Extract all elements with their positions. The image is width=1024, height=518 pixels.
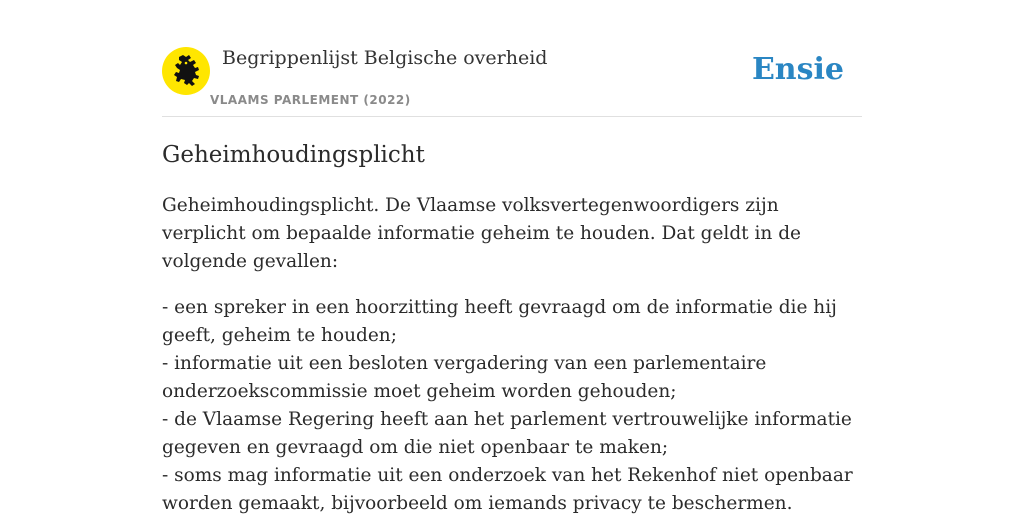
header — [162, 46, 862, 117]
list-item: - soms mag informatie uit een onderzoek van het Rekenhof niet openbaar worden gemaakt, bijvoorbeeld om iemands privacy te beschermen. — [162, 465, 853, 514]
definition-list — [162, 294, 862, 518]
term-title: Geheimhoudingsplicht — [162, 142, 425, 168]
page — [162, 0, 862, 512]
brand-logo-link[interactable]: Ensie — [751, 52, 844, 87]
definition-intro: Geheimhoudingsplicht. De Vlaamse volksvertegenwoordigers zijn verplicht om bepaalde informatie geheim te houden. Dat geldt in de volgende gevallen: — [162, 195, 801, 272]
source-subtitle: VLAAMS PARLEMENT (2022) — [210, 93, 411, 107]
definition-body — [162, 192, 862, 518]
list-item: - een spreker in een hoorzitting heeft gevraagd om de informatie die hij geeft, geheim te houden; — [162, 297, 837, 346]
flemish-lion-icon — [162, 47, 210, 95]
list-item: - informatie uit een besloten vergadering van een parlementaire onderzoekscommissie moet geheim worden gehouden; — [162, 353, 767, 402]
list-item: - de Vlaamse Regering heeft aan het parlement vertrouwelijke informatie gegeven en gevraagd om die niet openbaar te maken; — [162, 409, 852, 458]
source-title[interactable]: Begrippenlijst Belgische overheid — [222, 47, 548, 69]
